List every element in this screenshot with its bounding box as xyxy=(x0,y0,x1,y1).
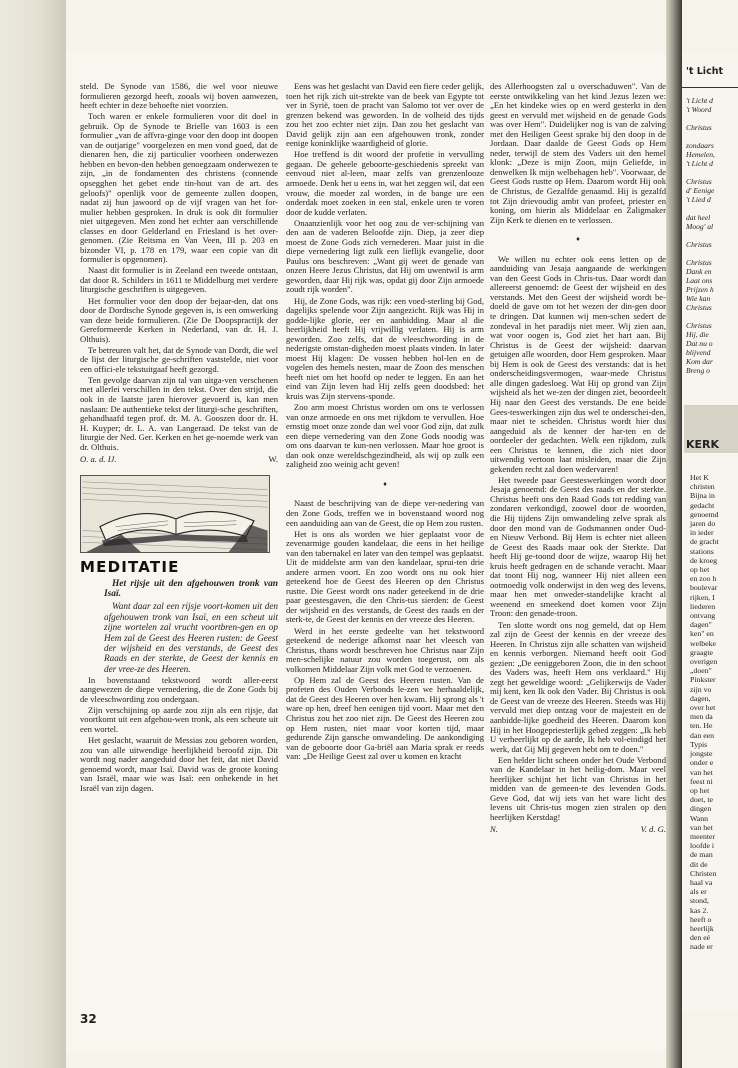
text-line: heeft o xyxy=(690,914,712,924)
text-line: Hemelen, xyxy=(686,150,715,159)
article-signature xyxy=(80,455,278,465)
text-line: op het xyxy=(690,785,710,795)
text-line: Christus xyxy=(686,177,712,186)
text-line: meenter xyxy=(690,831,716,841)
paragraph: Zoo arm moest Christus worden om ons te verlossen van onze armoede en ons met rijkdom te vervullen. Hoe ernstig moet onze zonde dan wel voor God zijn, dat zulk een diepe vernedering van den Zone Gods noodig was om ons daarvan te kun-nen verlossen. Maar hoe groot is dan ook onze wereldschgezindheid, als wij op zulk een zaligheid zoo weinig acht geven! xyxy=(286,402,484,470)
text-line: Typis xyxy=(690,739,708,749)
text-line: blijvend xyxy=(686,348,711,357)
meditation-title: MEDITATIE xyxy=(80,557,180,576)
text-line: den eé xyxy=(690,933,711,943)
column-1 xyxy=(80,82,278,1042)
text-line: Christus xyxy=(686,258,712,267)
text-line: op het xyxy=(690,565,710,575)
text-line: onder e xyxy=(690,758,714,768)
text-line: Moog' al xyxy=(686,222,714,231)
church-illustration-icon xyxy=(684,405,738,453)
paragraph: Eens was het geslacht van David een fiere ceder gelijk, toen het rijk zich uit-strekte van de beek van Egypte tot ver in Syrië, toen de pracht van Salomo tot ver over de grenzen bekend was geworden. In de volheid des tijds zou het zoo echter niet zijn. Dan zou het geslacht van David gelijk zijn aan een afgehouwen tronk, zonder eenige koninklijke waardigheid of glorie. xyxy=(286,82,484,149)
text-line xyxy=(686,249,738,258)
paragraph: Op Hem zal de Geest des Heeren rusten. Van de profeten des Ouden Verbonds le-zen we herhaaldelijk, dat de Geest des Heeren over hen kwam. Hij sprong als 't ware op hen, dreef hen eenigen tijd voort. Maar met den Christus zou het zoo niet zijn. De Geest des Heeren zou op Hem rusten, niet maar voor korten tijd, maar gedurende Zijn gansche omwandeling. De aankondiging van de geboorte door Ga-briël aan Maria sprak er reeds van: „De Heilige Geest zal over u komen en kracht xyxy=(286,674,484,762)
text-line: 't Licht d xyxy=(686,96,713,105)
paragraph: Een helder licht scheen onder het Oude Verbond van de Kandelaar in het heilig-dom. Maar veel heerlijker schijnt het licht van Christus in het midden van de gemeen-te des levenden Gods. Geve God, dat wij iets van het ware licht des levens uit Chris-tus mogen zien stralen op den heerlijken Kerstdag! xyxy=(490,754,666,822)
column-1-paragraphs xyxy=(80,82,278,452)
illustration-label: KERK xyxy=(686,438,720,451)
text-line: stations xyxy=(690,546,714,556)
text-line: Hij, die xyxy=(686,330,709,339)
text-line: van het xyxy=(690,822,713,832)
text-line: Breng o xyxy=(686,366,710,375)
text-line: 't Lied d xyxy=(686,195,711,204)
text-line: dat heel xyxy=(686,213,711,222)
text-line: loofde i xyxy=(690,841,715,851)
signature-letter: W. xyxy=(268,454,278,465)
next-page-body xyxy=(682,453,738,952)
meditation-subtitle: Het rijsje uit den afgehouwen tronk van Isaï. xyxy=(104,578,278,600)
text-line: haal va xyxy=(690,877,713,887)
column-3-paragraphs xyxy=(490,82,666,225)
text-line: ten. He xyxy=(690,721,713,731)
text-line: genoemd xyxy=(690,509,719,519)
text-line: feest ni xyxy=(690,776,713,786)
text-line: dit de xyxy=(690,859,708,869)
text-line: Dank en xyxy=(686,267,712,276)
meditation-signoff xyxy=(490,825,666,835)
paragraph: Te betreuren valt het, dat de Synode van Dordt, die wel de lijst der liturgische ge-schriften vaststelde, niet voor een offici-ele tekstuitgaaf heeft gezorgd. xyxy=(80,344,278,374)
signoff-initial: N. xyxy=(490,823,498,834)
text-line xyxy=(686,132,738,141)
text-line: Wann xyxy=(690,813,708,823)
paragraph: Toch waren er enkele formulieren voor dit doel in gebruik. Op de Synode te Brielle van 1603 is een formulier „van de affvra-ginge voor den doop int doopen van de outjarige" voorgelezen en men vond goed, dat de dienaren hen, die zij particulier voorheen onderwezen hebben en bevon-den hebben genoegzaam onderwezen te zijn, „in de fondamenten des christens (connende opsegghen het gebet ende tin-hout van de art. des geloofs)" openlijk voor de gemeente zullen doopen, nadat zij hun jawoord op de vijf vragen van het for-mulier hebben gesproken. In druk is ook dit formulier niet uitgegeven. Men zond het echter aan verschillende classes en door Gelderland en Friesland is het over-genomen. (Zie Reitsma en Van Veen, III p. 203 en bizonder VI, p. 178 en 179, waar een copie van dit formulier is opgenomen). xyxy=(80,111,278,265)
paragraph: Het tweede paar Geesteswerkingen wordt door Jesaja genoemd: de Geest des raads en der sterkte. Christus heeft ons den Raad Gods tot redding van zondaren verkondigd, zoowel door de woorden, die Hij tijdens Zijn omwandeling zelve sprak als door den mond van de Godsmannen onder Oud- en Nieuw Verbond. Bij Hem is echter niet alleen de Geest des Raads maar ook der Sterkte. Dat heeft Hij ge-toond door de wijze, waarop Hij het kruis heeft gedragen en de schande veracht. Maar dat toont Hij nog, wanneer Hij niet alleen een ootmoedig volk onderwijst in den weg des levens, maar hen met onweder-standelijke kracht al weenend en smeekend doet komen voor Zijn Troon: den genade-troon. xyxy=(490,474,666,619)
text-line: Pinkster xyxy=(690,675,716,685)
text-line: boulevar xyxy=(690,583,718,593)
text-line: Wie kan xyxy=(686,294,711,303)
text-line: dagen, xyxy=(690,693,711,703)
text-line: „doen" xyxy=(690,666,712,676)
text-line: christen xyxy=(690,482,715,492)
text-line: ken" en xyxy=(690,629,714,639)
text-line: stond, xyxy=(690,896,709,906)
text-line: gedacht xyxy=(690,500,715,510)
text-line: liederen xyxy=(690,601,716,611)
text-line: dagen" xyxy=(690,620,712,630)
text-line: Christen xyxy=(690,868,717,878)
text-line: van het xyxy=(690,767,713,777)
book-spine xyxy=(666,0,682,1068)
text-line: overigen xyxy=(690,657,718,667)
signature-initials: O. a. d. IJ. xyxy=(80,454,117,465)
paragraph: Zijn verschijning op aarde zou zijn als een rijsje, dat voortkomt uit een afgehou-wen tronk, als een scheute uit een wortel. xyxy=(80,704,278,734)
column-3 xyxy=(490,82,666,1042)
text-line: doet, te xyxy=(690,795,713,805)
column-1-meditation-paragraphs xyxy=(80,676,278,794)
text-line: kas 2. xyxy=(690,905,709,915)
text-line: dingen xyxy=(690,804,712,814)
paragraph: Werd in het eerste gedeelte van het tekstwoord geteekend de nederige afkomst naar het vleesch van Christus, thans wordt beschreven hoe Christus naar Zijn men-schelijke natuur zou worden toegerust, om als volkomen Middelaar Zijn volk met God te verzoenen. xyxy=(286,625,484,674)
text-line: zijn vo xyxy=(690,684,712,694)
paragraph: steld. De Synode van 1586, die wel voor nieuwe formulieren gezorgd heeft, zooals wij boven aanwezen, heeft echter in deze behoefte niet voorzien. xyxy=(80,82,278,111)
text-line: Christus xyxy=(686,303,712,312)
text-line: Bijna in xyxy=(690,491,715,501)
text-line: men da xyxy=(690,712,713,722)
text-line: heerlijk xyxy=(690,923,714,933)
text-line: als er xyxy=(690,887,707,897)
text-line: rijken, I xyxy=(690,592,715,602)
text-line: en zoo h xyxy=(690,574,717,584)
text-line: Het K xyxy=(690,473,709,482)
paragraph: Het formulier voor den doop der bejaar-den, dat ons door de Dordtsche Synode gegeven is, is een omwerking van deze beide formulieren. (Zie De Doopspractijk der Gereformeerde Kerken in Nederland, van dr. H. J. Olthuis). xyxy=(80,295,278,344)
text-line: Christus xyxy=(686,321,712,330)
text-line xyxy=(686,168,738,177)
paragraph: In bovenstaand tekstwoord wordt aller-eerst aangewezen de diepe vernedering, die de Zone Gods bij de vleeschwording zou ondergaan. xyxy=(80,674,278,704)
paragraph: Naast dit formulier is in Zeeland een tweede ontstaan, dat door R. Schilders in 1611 te Middelburg met verdere liturgische geschriften is uitgegeven. xyxy=(80,265,278,295)
page-number: 32 xyxy=(80,1012,97,1026)
text-line xyxy=(686,114,738,123)
text-line: welbeke xyxy=(690,638,716,648)
text-line: in ieder xyxy=(690,528,714,538)
text-line: jongste xyxy=(690,749,713,759)
paragraph: Hij, de Zone Gods, was rijk: een voed-sterling bij God, dagelijks spelende voor Zijn aangezicht. Rijk was Hij in godde-lijke glorie, eer en aanbidding. Maar al die heerlijkheid heeft Hij vrijwillig verlaten. Hij is arm geworden. Zoo zelfs, dat de vleeschwording in de nederigste omstan-digheden moest plaats vinden. In later moest Hij klagen: De vossen hebben hol-len en de vogelen des hemels nesten, maar de Zoon des menschen heeft niet om het hoofd op neder te leggen. En aan het eind van Zijn leven had Hij zelfs geen doodsbed: het kruis was Zijn stervens-sponde. xyxy=(286,295,484,401)
paragraph: Onaanzienlijk voor het oog zou de ver-schijning van den aan de vaderen Beloofde zijn. Diep, ja zeer diep moest de Zone Gods zich vernederen. Maar juist in die diepe vernedering ligt zulk een lieflijk evangelie, door Paulus ons beschreven: „Want gij weet de genade van onzen Heere Jezus Christus, dat Hij om uwentwil is arm geworden, daar Hij rijk was, opdat gij door Zijn armoede zoudt rijk worden". xyxy=(286,217,484,295)
text-line: d' Eenige xyxy=(686,186,715,195)
column-2-after-paragraphs xyxy=(286,499,484,761)
text-line: zondaars xyxy=(686,141,714,150)
signoff-author: V. d. G. xyxy=(640,823,666,834)
text-line: Dat nu o xyxy=(686,339,713,348)
text-line xyxy=(686,312,738,321)
text-line: de man xyxy=(690,850,713,860)
next-page-fragment xyxy=(682,52,738,1012)
paragraph: des Allerhoogsten zal u overschaduwen". Van de eerste ontwikkeling van het kind Jezus lezen we: „En het kindeke wies op en werd gesterkt in den geest en vervuld met wijsheid en de genade Gods was over Hem". Duidelijker nog is van de zalving met den Heiligen Geest sprake bij den doop in de Jordaan. Daar daalde de Geest Gods op Hem neder, terwijl de stem des Vaders uit den hemel klonk: „Deze is mijn Zoon, mijn Geliefde, in denwelken Ik mijn welbehagen heb". Voorwaar, de Geest Gods rustte op Hem. Daarom wordt Hij ook de Christus, de Gezalfde genaamd. Hij is gezalfd tot Zijn drievoudig ambt van profeet, priester en koning, om hierin als Middelaar en Zaligmaker Zijn Kerk te dienen en te verlossen. xyxy=(490,82,666,225)
page-gutter xyxy=(0,0,66,1068)
paragraph: Hoe treffend is dit woord der profetie in vervulling gegaan. De geheele geboorte-geschiedenis spreekt van eenvoud niet al-leen, maar zelfs van grenzenlooze armoede. Denk het u eens in, wat het zeggen wil, dat een vrouw, die moeder zal worden, in de bange ure een onderdak moet zoeken in een stal, enkele uren te voren door de kudde verlaten. xyxy=(286,149,484,217)
column-2-paragraphs xyxy=(286,82,484,470)
text-line: Christus xyxy=(686,123,712,132)
section-ornament: ♦ xyxy=(383,479,387,488)
paragraph: Ten slotte wordt ons nog gemeld, dat op Hem zal zijn de Geest der kennis en der vreeze des Heeren. In Christus zijn alle schatten van wijsheid en kennis verborgen. Niemand heeft ooit God gezien: „De eeniggeboren Zoon, die in den schoot des Vaders was, heeft Hem ons verklaard." Hij zegt het geweldige woord: „Gelijkerwijs de Vader mij kent, ken Ik ook den Vader. Bij Christus is ook de Geest van de vreeze des Heeren. Steeds was Hij vervuld met diep ontzag voor de majesteit en de aanbidde-lijke goedheid des Heeren. Daarom kon Hij in het Hoogepriesterlijk gebed zeggen: „Ik heb U verheerlijkt op de aarde, Ik heb vol-eindigd het werk, dat Gij Mij gegeven hebt om te doen." xyxy=(490,619,666,754)
next-page-header: 't Licht xyxy=(682,52,738,88)
text-line: over het xyxy=(690,703,716,713)
text-line: ontvang xyxy=(690,611,716,621)
text-line: Prijzen h xyxy=(686,285,714,294)
text-line xyxy=(686,204,738,213)
column-2 xyxy=(286,82,484,1042)
column-3-after-paragraphs xyxy=(490,255,666,823)
text-line: de kroeg xyxy=(690,555,718,565)
text-line: graagte xyxy=(690,647,713,657)
paragraph: Het geslacht, waaruit de Messias zou geboren worden, zou van alle uitwendige heerlijkheid beroofd zijn. Dit wordt nog nader aangeduid door het feit, dat niet David genoemd wordt, maar Isaï. David was de groote koning van Israël, maar wie was Isaï: een onbekende in het Israël van zijn dagen. xyxy=(80,734,278,793)
paragraph: Naast de beschrijving van de diepe ver-nedering van den Zone Gods, treffen we in bovenstaand woord nog een aanduiding aan van de Geest, die op Hem zou rusten. xyxy=(286,498,484,528)
paragraph: Ten gevolge daarvan zijn tal van uitga-ven verschenen met allerlei verschillen in den tekst. Over den strijd, die ook in de laatste jaren hierover gevoerd is, kan men naslaan: De authentieke tekst der liturgi-sche geschriften, gehandhaafd tegen prof. dr. M. A. Gooszen door dr. H. H. Kuyper; dr. L. A. van Langeraad. De tekst van de liturgie der Ned. Ger. Kerken en het ge-noemde werk van dr. Olthuis. xyxy=(80,374,278,452)
text-line: dan een xyxy=(690,730,715,740)
text-line: 't Woord xyxy=(686,105,712,114)
paragraph: Het is ons als worden we hier geplaatst voor de zevenarmige gouden kandelaar, die eens in het heilige van den tabernakel en later van den tempel was geplaatst. Uit de middelste arm van den kandelaar, sprui-ten drie andere armen voort. En zoo wordt ons nu ook hier geteekend hoe de Geest des Heeren op den Christus rustte. Die Geest wordt ons nader geteekend in de drie paar geestesgaven, die den Chris-tus sierden: de Geest der wijsheid en des verstands, de Geest des raads en der sterk-te, de Geest der kennis en der vreeze des Heeren. xyxy=(286,528,484,625)
magazine-page xyxy=(66,52,666,1052)
text-line xyxy=(686,231,738,240)
text-line: Christus xyxy=(686,240,712,249)
text-line: 't Licht d xyxy=(686,159,713,168)
text-line: nade er xyxy=(690,942,713,952)
paragraph: We willen nu echter ook eens letten op de aanduiding van Jesaja aangaande de werkingen van den Geest Gods in Chris-tus. Daar wordt dan allereerst genoemd: de Geest der wijsheid en des verstands. Met den Geest der wijsheid wordt be-doeld de gave om tot het wezen der din-gen door te dringen. Dat kunnen wij men-schen sedert de zondeval in het paradijs niet meer. Wij zien aan, wat voor oogen is, God ziet het hart aan. Bij Christus is de Geest der wijsheid: daarvan getuigen alle woorden, door Hem gesproken. Maar bij Hem is ook de Geest des verstands: dat is het onderscheidingsvermogen, waar-mede Christus alle dingen gadesloeg. Wat Hij op grond van Zijn wijsheid als het we-zen der dingen ziet, beoordeelt Hij naar den Geest des verstands. De ene beide Gees-teswerkingen zijn dus wel te onderschei-den, maar niet te scheiden. Christus wordt hier dus aangeduid als de kenner der har-ten en de oordeeler der gedachten. Welk een rijkdom, zulk een Christus te kennen, die zich niet door uitwendig vertoon laat misleiden, maar die Zijn gekenden recht zal doen wedervaren! xyxy=(490,253,666,474)
text-line: Laat ons xyxy=(686,276,713,285)
next-page-poem xyxy=(682,88,738,375)
meditation-verse: Want daar zal een rijsje voort-komen uit den afgehouwen tronk van Isaï, en een scheut uit zijne wortelen zal vrucht voortbren-gen en op Hem zal de Geest des Heeren rusten: de Geest der wijsheid en des verstands, de Geest des Raads en der sterkte, de Geest der kennis en der vree-ze des Heeren. xyxy=(104,601,278,674)
open-bible-illustration-icon xyxy=(80,475,270,553)
text-line: jaren do xyxy=(690,519,716,529)
text-line: Kom dar xyxy=(686,357,713,366)
section-ornament: ♦ xyxy=(576,235,580,244)
text-line: de gracht xyxy=(690,537,719,547)
